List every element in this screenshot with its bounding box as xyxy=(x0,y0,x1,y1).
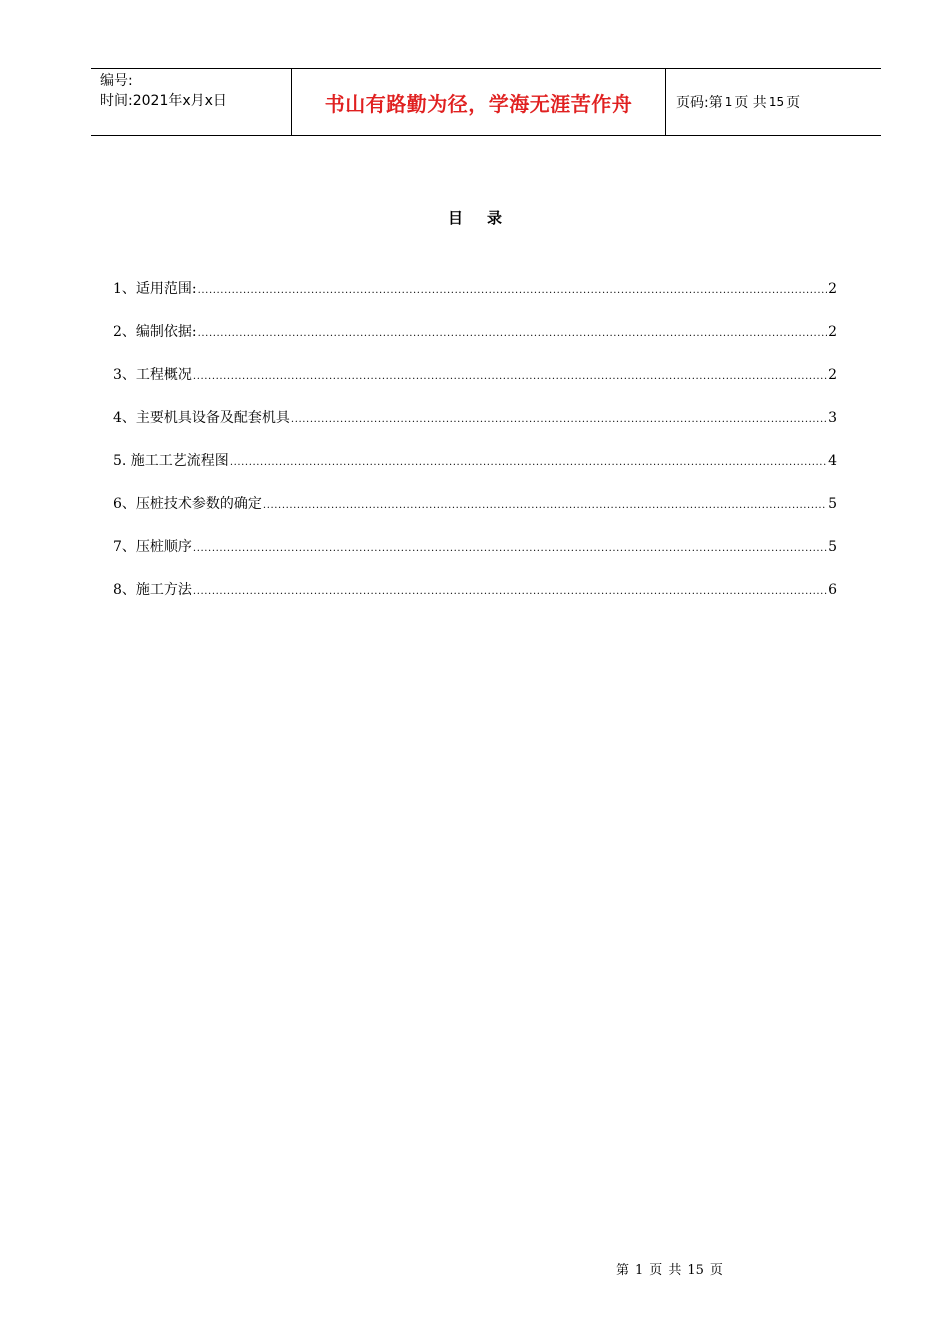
toc-item-page: 2 xyxy=(828,324,837,340)
toc-leader-dots xyxy=(193,586,827,597)
page-footer xyxy=(616,1259,729,1278)
page-mid: 页 共 xyxy=(734,95,767,111)
header-motto: 书山有路勤为径，学海无涯苦作舟 xyxy=(292,69,666,135)
toc-leader-dots xyxy=(198,285,827,296)
page-suffix: 页 xyxy=(786,95,801,111)
toc-item-page: 3 xyxy=(828,410,837,426)
footer-prefix: 第 xyxy=(616,1263,630,1278)
toc-leader-dots xyxy=(291,414,827,425)
header-page-info xyxy=(666,69,881,135)
toc-item[interactable] xyxy=(113,493,837,536)
page-current: 1 xyxy=(724,95,733,109)
toc-item-label: 7、压桩顺序 xyxy=(113,539,192,555)
footer-mid1: 页 xyxy=(649,1263,663,1278)
toc-item-label: 1、适用范围: xyxy=(113,281,197,297)
toc-item-label: 4、主要机具设备及配套机具 xyxy=(113,410,290,426)
toc-leader-dots xyxy=(198,328,827,339)
toc-item-page: 2 xyxy=(828,281,837,297)
page-label: 页码: xyxy=(676,95,709,111)
toc-leader-dots xyxy=(230,457,827,468)
toc-leader-dots xyxy=(193,543,827,554)
time-line xyxy=(100,91,291,111)
toc-item[interactable] xyxy=(113,536,837,579)
footer-mid2: 共 xyxy=(668,1263,682,1278)
toc-item[interactable] xyxy=(113,278,837,321)
number-label: 编号: xyxy=(100,73,133,89)
toc-item-page: 6 xyxy=(828,582,837,598)
toc-item[interactable] xyxy=(113,579,837,622)
toc-item[interactable] xyxy=(113,407,837,450)
toc-item-page: 2 xyxy=(828,367,837,383)
toc-leader-dots xyxy=(193,371,827,382)
toc-item-label: 8、施工方法 xyxy=(113,582,192,598)
time-label: 时间: xyxy=(100,93,133,109)
footer-current: 1 xyxy=(635,1263,644,1278)
toc-item-page: 5 xyxy=(828,496,837,512)
footer-suffix: 页 xyxy=(709,1263,723,1278)
toc-list xyxy=(113,278,837,622)
toc-item-label: 5. 施工工艺流程图 xyxy=(113,453,229,469)
toc-item-label: 2、编制依据: xyxy=(113,324,197,340)
page-total: 15 xyxy=(768,95,785,109)
header-meta xyxy=(91,69,292,135)
toc-item-page: 4 xyxy=(828,453,837,469)
toc-item-label: 6、压桩技术参数的确定 xyxy=(113,496,262,512)
document-header xyxy=(91,68,881,136)
toc-item[interactable] xyxy=(113,364,837,407)
toc-item-page: 5 xyxy=(828,539,837,555)
toc-item-label: 3、工程概况 xyxy=(113,367,192,383)
page-prefix: 第 xyxy=(708,95,723,111)
footer-total: 15 xyxy=(687,1263,704,1278)
time-value: 2021年x月x日 xyxy=(132,93,227,109)
toc-title: 目录 xyxy=(447,209,526,227)
toc-item[interactable] xyxy=(113,450,837,493)
toc-leader-dots xyxy=(263,500,827,511)
toc-item[interactable] xyxy=(113,321,837,364)
